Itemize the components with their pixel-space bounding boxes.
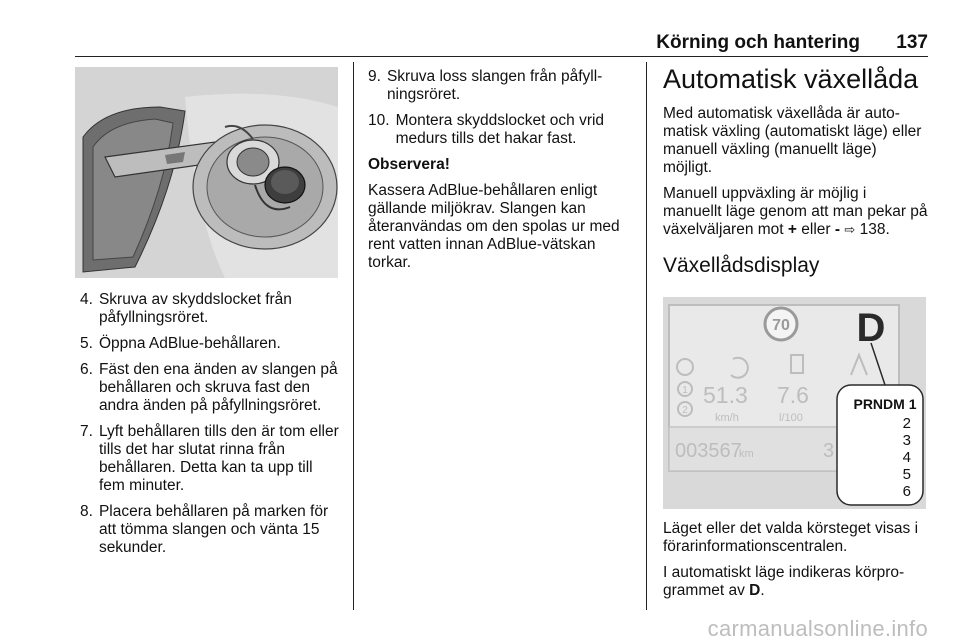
step-number: 9. [368, 68, 381, 85]
subsection-heading: Växellådsdisplay [663, 254, 820, 277]
step-text: Skruva loss slangen från påfyll-ningsröret. [386, 68, 603, 103]
paragraph-manual-shift [663, 185, 929, 239]
step-item [80, 361, 342, 415]
watermark: carmanualsonline.info [707, 616, 928, 641]
consumption-value: 7.6 [777, 382, 809, 408]
manual-shift-text: Manuell uppväxling är möjlig i manuellt läge genom att man pekar på växelväljaren mot [663, 185, 928, 238]
step-number: 7. [80, 423, 93, 440]
page-reference-link[interactable]: 138. [859, 221, 890, 238]
step-text: Placera behållaren på marken för att tömma slangen och vänta 15 sekunder. [98, 503, 329, 556]
note-text: Kassera AdBlue-behållaren enligt gällande miljökrav. Slangen kan återanvändas om den spolas ur med rent vatten innan AdBlue-vätskan torkar. [368, 182, 620, 271]
page-number: 137 [896, 32, 928, 53]
callout-gear: 2 [902, 415, 911, 432]
left-column [80, 291, 342, 565]
right-column-lower [663, 520, 931, 608]
left-step-list [80, 291, 342, 557]
odometer-unit: km [739, 448, 754, 460]
gearbox-display-illustration [663, 297, 926, 509]
column-rule-left [353, 62, 354, 610]
arrow-ref-icon: ⇨ [844, 222, 856, 237]
adblue-filler-illustration [75, 67, 338, 278]
header-rule [75, 56, 928, 57]
callout-gear: 5 [902, 466, 911, 483]
right-column [663, 63, 929, 289]
step-item [368, 112, 634, 148]
step-text: Fäst den ena änden av slangen på behållaren och skruva fast den andra änden på påfyllningsröret. [98, 361, 338, 414]
step-number: 4. [80, 291, 93, 308]
callout-gear: 3 [902, 432, 911, 449]
middle-step-list [368, 68, 634, 148]
step-number: 10. [368, 112, 390, 129]
callout-gear: 6 [902, 483, 911, 500]
middle-column [368, 68, 634, 280]
note-title: Observera! [368, 156, 450, 173]
step-text: Lyft behållaren tills den är tom eller tills det har slutat rinna från behållaren. Detta kan ta upp till fem minuter. [98, 423, 339, 494]
paragraph-automatic-mode: Med automatisk växellåda är auto-matisk växling (automatiskt läge) eller manuell växling (manuellt läge) möjligt. [663, 105, 922, 176]
section-heading: Automatisk växellåda [663, 64, 919, 94]
step-text: Montera skyddslocket och vrid medurs tills det hakar fast. [395, 112, 605, 147]
column-rule-right [646, 62, 647, 610]
speed-limit-value: 70 [772, 317, 790, 334]
partial-digit: 3 [823, 440, 835, 462]
speed-value: 51.3 [703, 382, 748, 408]
callout-gear: 4 [902, 449, 911, 466]
step-number: 5. [80, 335, 93, 352]
callout-header: PRNDM 1 [853, 396, 917, 412]
step-item [80, 291, 342, 327]
trip-1-icon: 1 [682, 385, 688, 396]
paragraph-display-info: Läget eller det valda körsteget visas i förarinformationscentralen. [663, 520, 919, 555]
gear-indicator: D [856, 306, 886, 350]
minus-symbol: - [834, 221, 841, 238]
speed-unit: km/h [715, 412, 739, 424]
plus-symbol: + [787, 221, 797, 238]
running-header-title: Körning och hantering [656, 32, 860, 53]
step-item [80, 423, 342, 495]
step-number: 6. [80, 361, 93, 378]
drive-program-text: I automatiskt läge indikeras körpro-grammet av [663, 564, 905, 599]
step-text: Öppna AdBlue-behållaren. [98, 335, 281, 352]
odometer-value: 003567 [675, 440, 742, 462]
step-text: Skruva av skyddslocket från påfyllningsröret. [98, 291, 292, 326]
step-item [368, 68, 634, 104]
paragraph-drive-program [663, 564, 931, 600]
step-item [80, 503, 342, 557]
step-number: 8. [80, 503, 93, 520]
trip-2-icon: 2 [682, 405, 688, 416]
sentence-end: . [760, 582, 765, 599]
or-text: eller [801, 221, 831, 238]
consumption-unit: l/100 [779, 412, 803, 424]
drive-program-letter: D [749, 582, 761, 599]
step-item [80, 335, 342, 353]
